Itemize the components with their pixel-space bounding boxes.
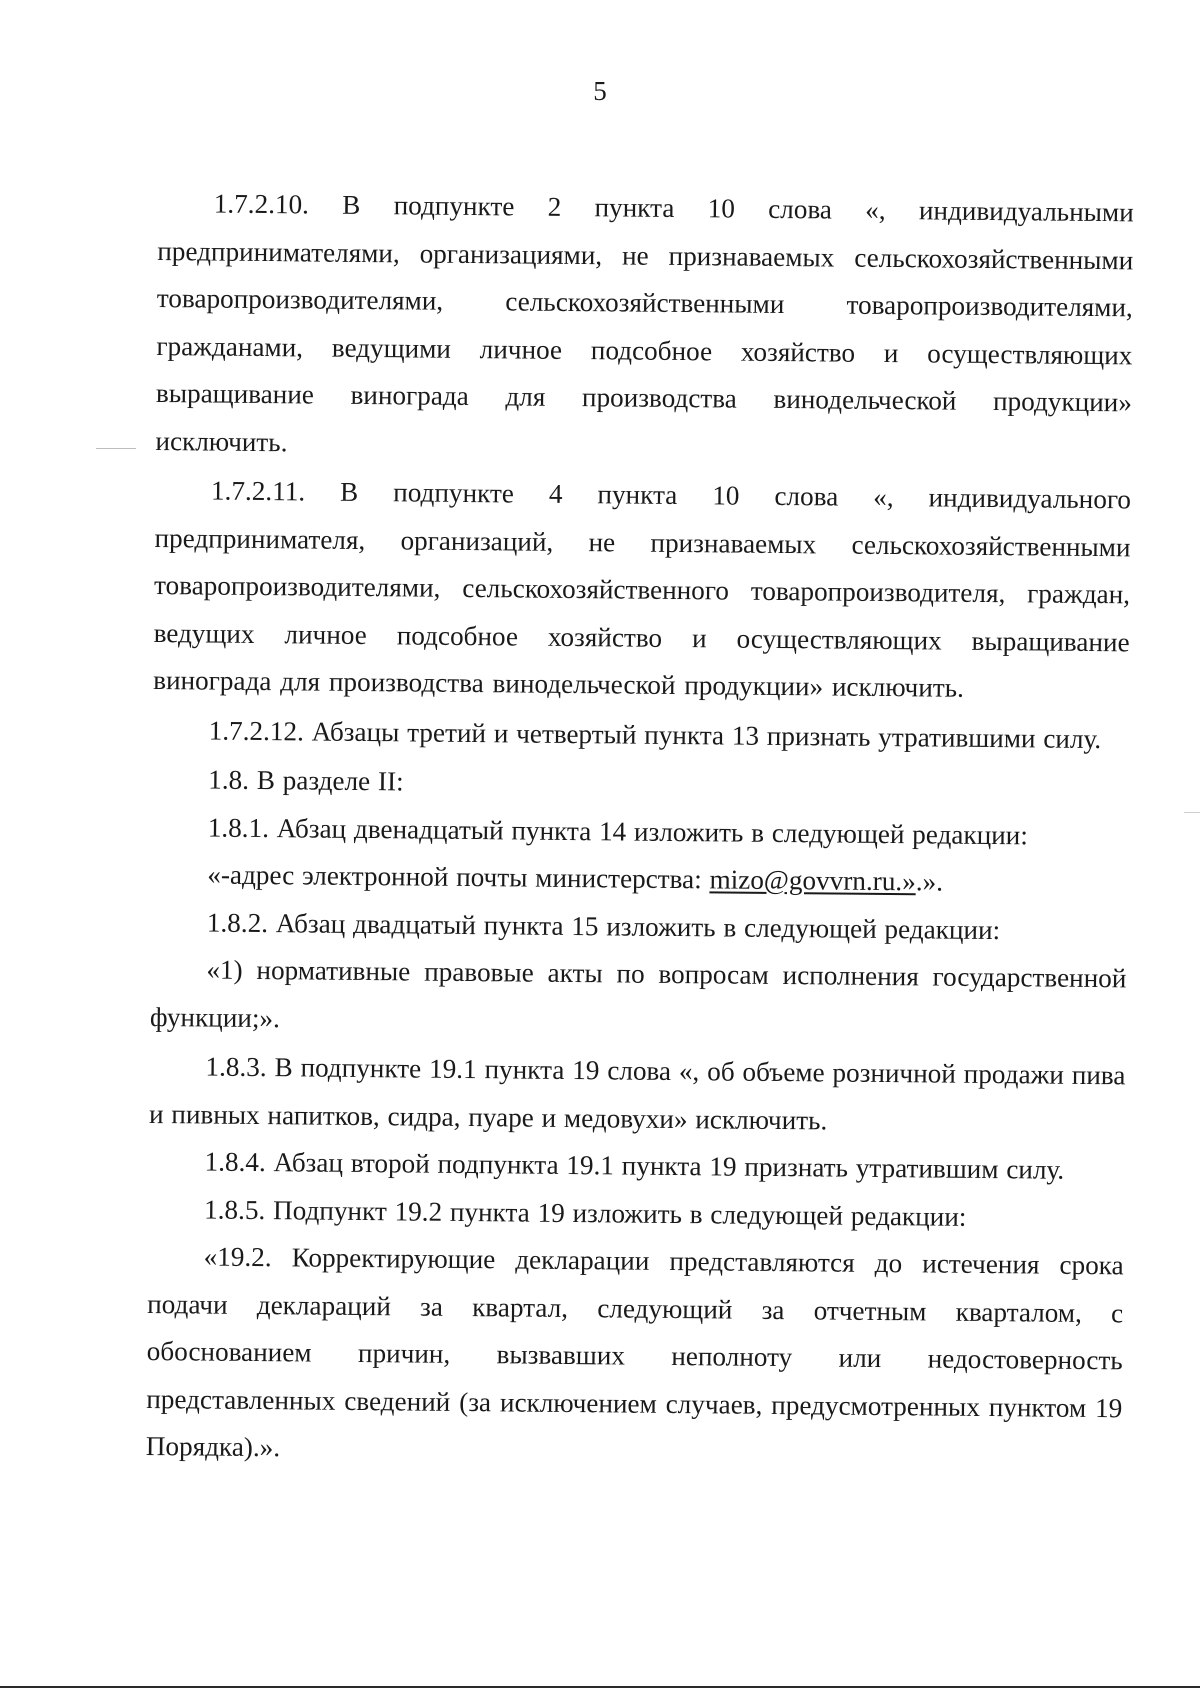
email-link[interactable]: mizo@govvrn.ru.» bbox=[709, 864, 916, 897]
paragraph-1-7-2-11: 1.7.2.11. В подпункте 4 пункта 10 слова «, индивидуального предпринимателя, организаций, не признаваемых сельскохозяйственными товаропроизводителями, сельскохозяйственного товаропроизводителя, граждан, ведущих личное подсобное хозяйство и осуществляющих выращивание винограда для производства винодельческой продукции» исключить. bbox=[153, 475, 1132, 703]
paragraph-1-8-4: 1.8.4. Абзац второй подпункта 19.1 пункта 19 признать утратившим силу. bbox=[204, 1146, 1065, 1185]
paragraph-1-8-3: 1.8.3. В подпункте 19.1 пункта 19 слова «, об объеме розничной продажи пива и пивных напитков, сидра, пуаре и медовухи» исключить. bbox=[148, 1051, 1126, 1135]
paragraph-1-8-2: 1.8.2. Абзац двадцатый пункта 15 изложить в следующей редакции: bbox=[206, 907, 1001, 945]
margin-scan-mark bbox=[96, 448, 136, 449]
paragraph-quote-19-2: «19.2. Корректирующие декларации представляются до истечения срока подачи деклараций за квартал, следующий за отчетным кварталом, с обоснованием причин, вызвавших неполноту или недостоверность представленных сведений (за исключением случаев, предусмотренных пунктом 19 Порядка).». bbox=[145, 1241, 1124, 1463]
right-scan-mark bbox=[1184, 812, 1200, 813]
paragraph-1-7-2-10: 1.7.2.10. В подпункте 2 пункта 10 слова «, индивидуальными предпринимателями, организациями, не признаваемых сельскохозяйственными товаропроизводителями, сельскохозяйственными товаропроизводителями, гражданами, ведущими личное подсобное хозяйство и осуществляющих выращивание винограда для производства винодельческой продукции» исключить. bbox=[155, 188, 1134, 457]
email-prefix: «-адрес электронной почты министерства: bbox=[207, 859, 710, 895]
paragraph-email bbox=[151, 851, 1127, 908]
paragraph-1-8-5: 1.8.5. Подпункт 19.2 пункта 19 изложить в следующей редакции: bbox=[203, 1193, 967, 1232]
paragraph-1-8-1: 1.8.1. Абзац двенадцатый пункта 14 изложить в следующей редакции: bbox=[207, 812, 1029, 850]
bottom-border-line bbox=[0, 1686, 1200, 1688]
page-number: 5 bbox=[593, 76, 607, 106]
paragraph-1-8: 1.8. В разделе II: bbox=[208, 764, 404, 797]
paragraph-quote-functions: «1) нормативные правовые акты по вопросам исполнения государственной функции;». bbox=[149, 954, 1127, 1033]
document-body bbox=[146, 180, 1134, 1480]
email-suffix: .». bbox=[915, 866, 944, 897]
paragraph-1-7-2-12: 1.7.2.12. Абзацы третий и четвертый пункта 13 признать утратившими силу. bbox=[208, 715, 1102, 754]
